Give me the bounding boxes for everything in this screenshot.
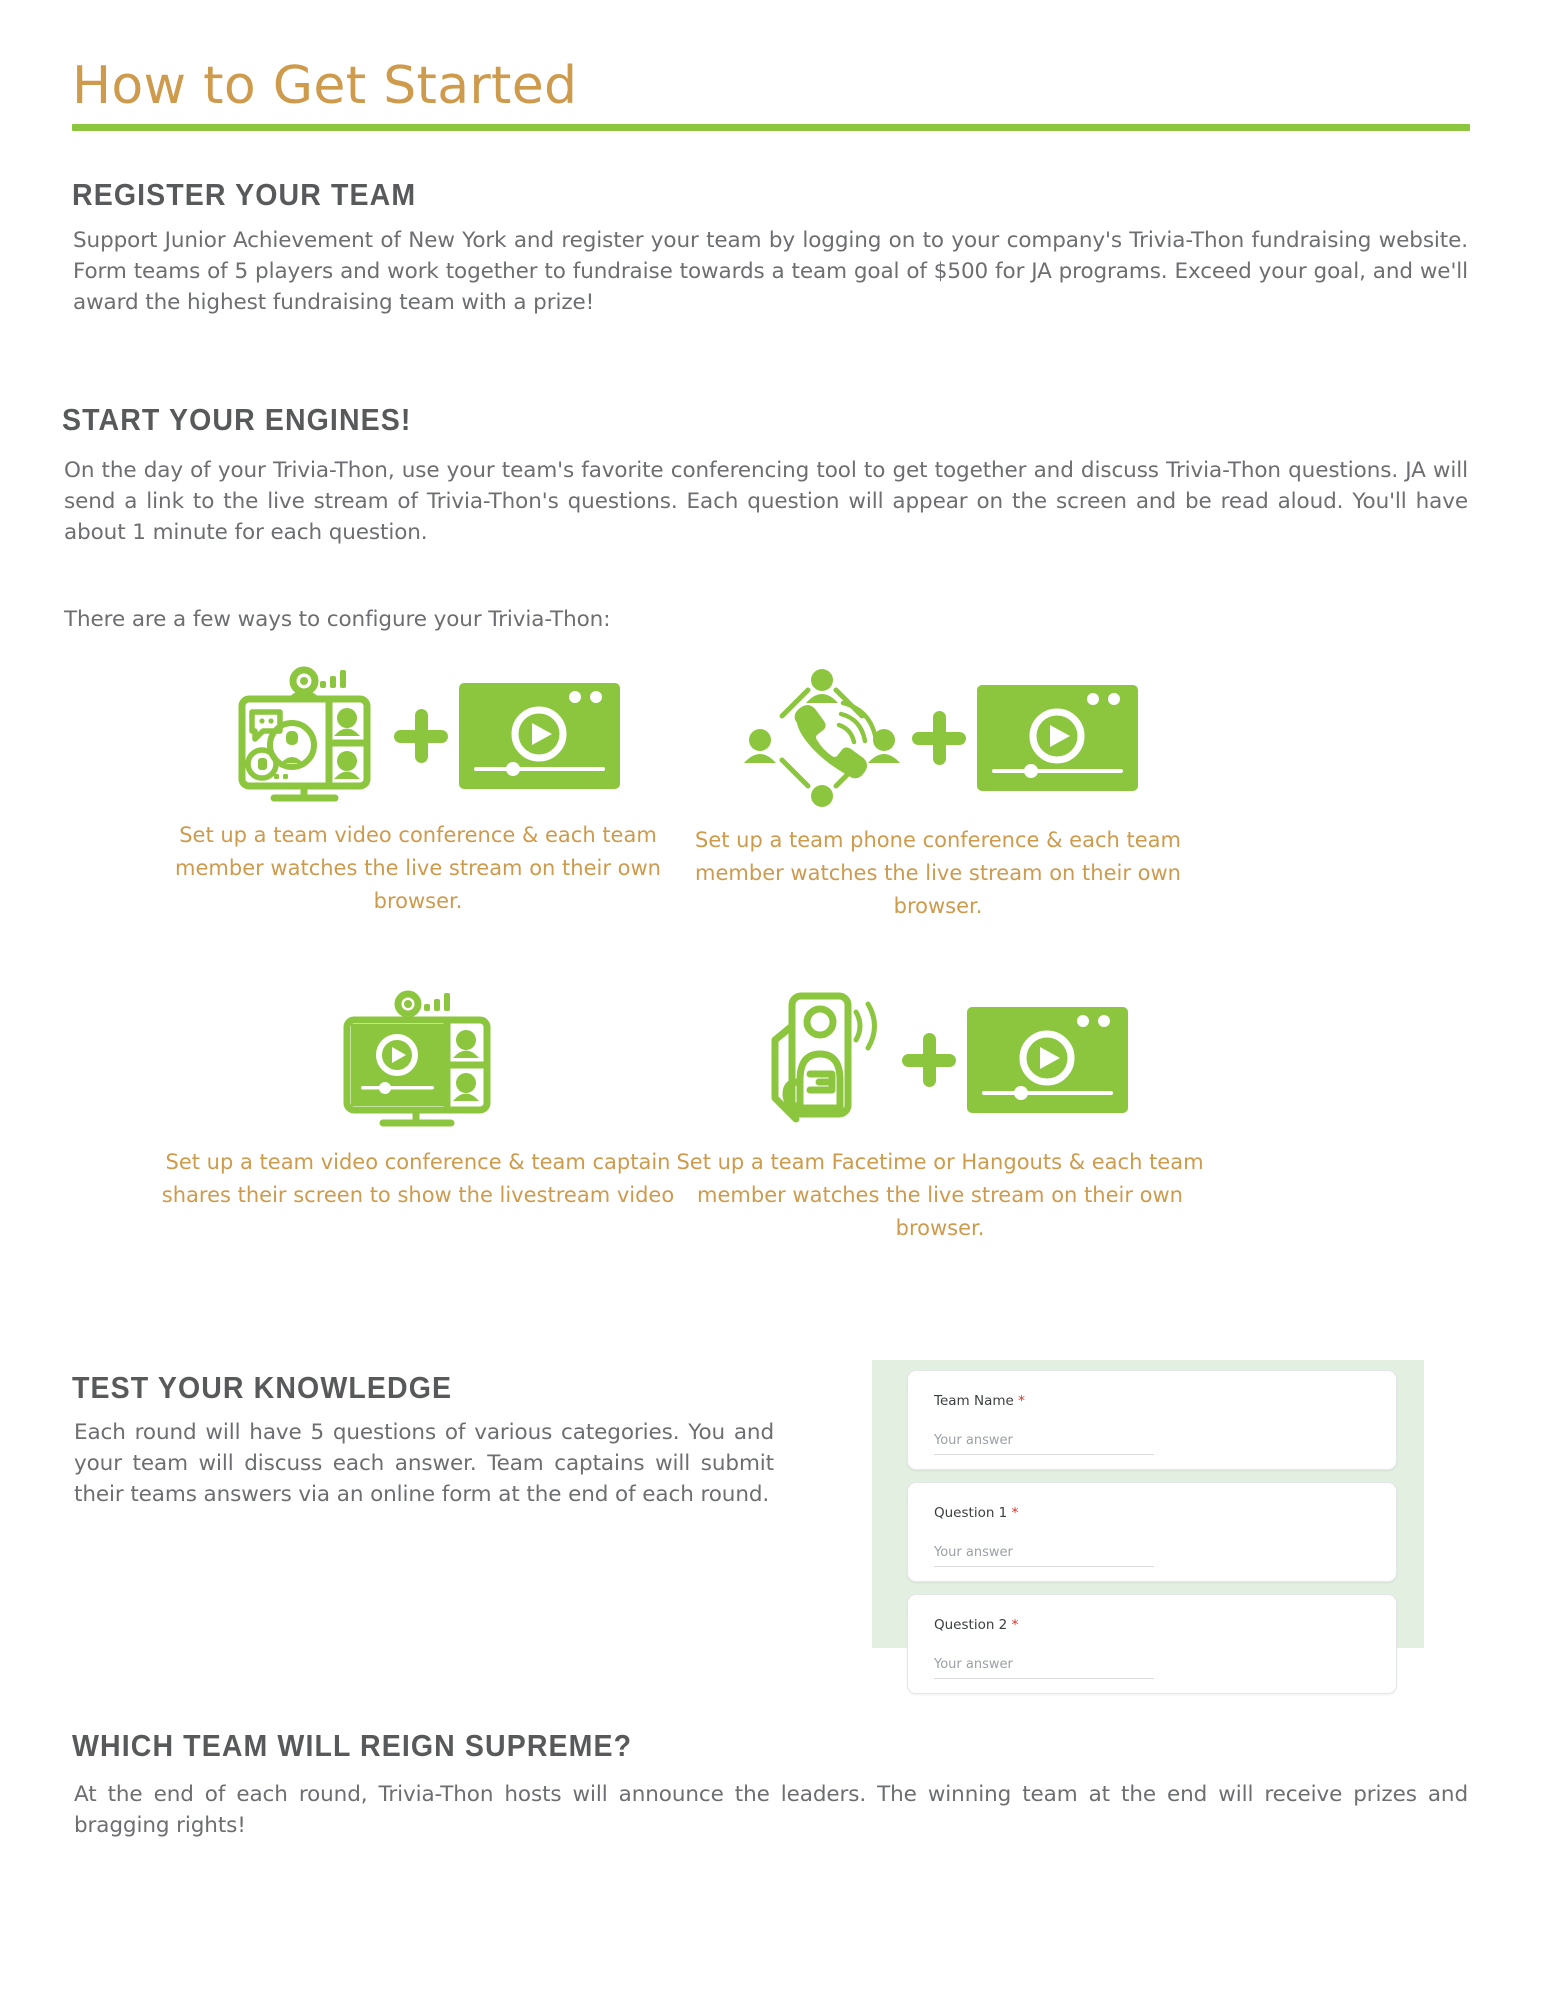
form-card-team-name[interactable]: [907, 1370, 1397, 1470]
screen-share-monitor-icon: [335, 990, 505, 1130]
form-answer-underline: [934, 1454, 1154, 1455]
option-card-facetime: [660, 990, 1220, 1246]
section-heading-start-your-engines: START YOUR ENGINES!: [62, 402, 412, 437]
form-answer-underline: [934, 1566, 1154, 1567]
required-asterisk: *: [1011, 1505, 1019, 1521]
option-icon-row: [140, 668, 700, 803]
form-answer-placeholder[interactable]: Your answer: [934, 1433, 1013, 1448]
form-answer-underline: [934, 1678, 1154, 1679]
option-card-video-conference: [140, 668, 700, 919]
plus-icon: [910, 709, 968, 767]
video-conference-monitor-icon: [219, 668, 384, 803]
option-card-screen-share: [140, 990, 700, 1212]
video-player-icon: [458, 682, 621, 790]
google-form-screenshot: [872, 1360, 1424, 1672]
form-field-label: Team Name *: [934, 1393, 1025, 1409]
option-icon-row: [660, 668, 1220, 808]
option-icon-row: [660, 990, 1220, 1130]
section-heading-which-team-will-reign-supreme: WHICH TEAM WILL REIGN SUPREME?: [72, 1728, 633, 1763]
section-body-register-your-team: Support Junior Achievement of New York and register your team by logging on to your company's Trivia-Thon fundraising website. Form teams of 5 players and work together to fundraise towards a team goal of $500 for JA programs. Exceed your goal, and we'll award the highest fundraising team with a prize!: [73, 228, 1468, 315]
required-asterisk: *: [1011, 1617, 1019, 1633]
form-answer-placeholder[interactable]: Your answer: [934, 1545, 1013, 1560]
phone-conference-network-icon: [742, 668, 902, 808]
section-body-test-your-knowledge: Each round will have 5 questions of various categories. You and your team will discuss each answer. Team captains will submit their teams answers via an online form at the end of each round.: [74, 1420, 774, 1507]
plus-icon: [392, 707, 450, 765]
title-divider: [72, 124, 1470, 131]
mobile-video-call-icon: [752, 990, 892, 1130]
option-caption-phone-conference: Set up a team phone conference & each team member watches the live stream on their own browser.: [695, 828, 1181, 919]
section-body-configure-intro: There are a few ways to configure your Trivia-Thon:: [64, 607, 611, 632]
page-title: How to Get Started: [72, 56, 578, 116]
video-player-icon: [976, 684, 1139, 792]
option-icon-row: [140, 990, 700, 1130]
section-body-start-your-engines: On the day of your Trivia-Thon, use your team's favorite conferencing tool to get together and discuss Trivia-Thon questions. JA will send a link to the live stream of Trivia-Thon's questions. Each question will appear on the screen and be read aloud. You'll have about 1 minute for each question.: [64, 458, 1468, 545]
required-asterisk: *: [1018, 1393, 1025, 1409]
page-header: [72, 58, 1470, 131]
form-field-label: Question 1 *: [934, 1505, 1019, 1521]
option-caption-screen-share: Set up a team video conference & team captain shares their screen to show the livestream video: [161, 1150, 675, 1208]
section-body-which-team-will-reign-supreme: At the end of each round, Trivia-Thon hosts will announce the leaders. The winning team at the end will receive prizes and bragging rights!: [74, 1782, 1468, 1838]
form-card-question-2[interactable]: [907, 1594, 1397, 1694]
form-answer-placeholder[interactable]: Your answer: [934, 1657, 1013, 1672]
option-card-phone-conference: [660, 668, 1220, 924]
option-caption-facetime: Set up a team Facetime or Hangouts & each team member watches the live stream on their own browser.: [676, 1150, 1204, 1241]
form-card-question-1[interactable]: [907, 1482, 1397, 1582]
option-caption-video-conference: Set up a team video conference & each team member watches the live stream on their own browser.: [175, 823, 661, 914]
section-heading-test-your-knowledge: TEST YOUR KNOWLEDGE: [72, 1370, 453, 1405]
section-heading-register-your-team: REGISTER YOUR TEAM: [72, 177, 417, 212]
form-field-label: Question 2 *: [934, 1617, 1019, 1633]
plus-icon: [900, 1031, 958, 1089]
video-player-icon: [966, 1006, 1129, 1114]
